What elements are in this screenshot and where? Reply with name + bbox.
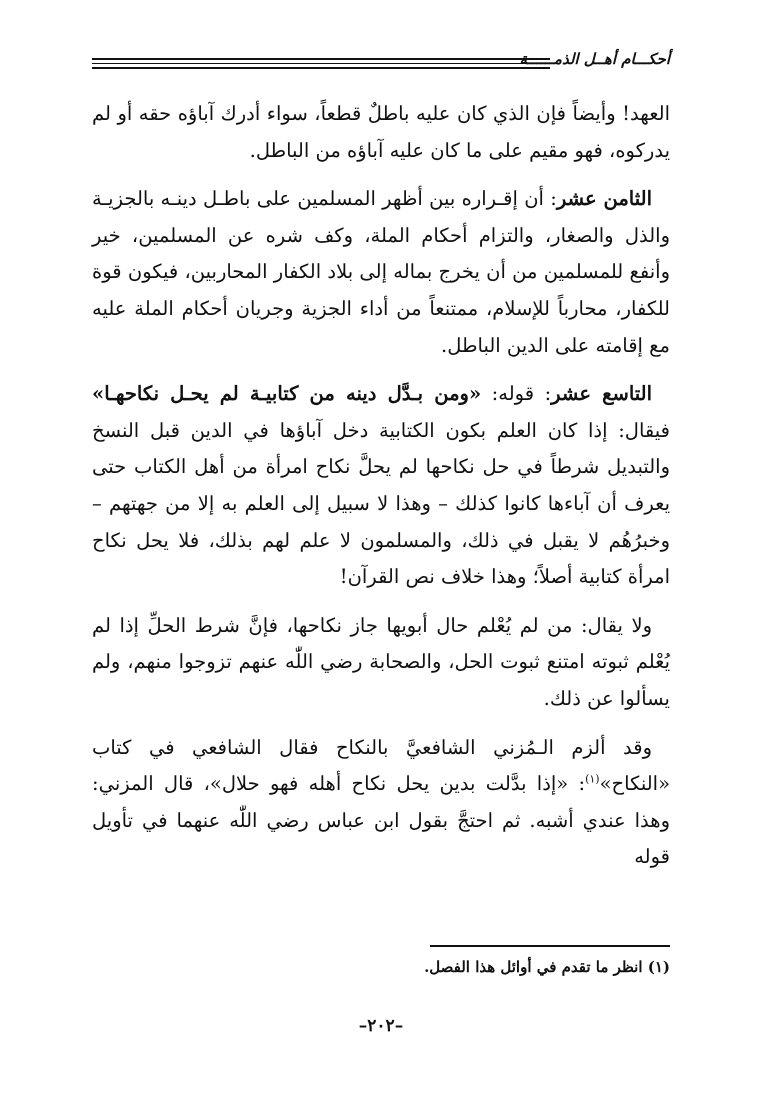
- running-header: [92, 50, 670, 74]
- book-page: [92, 40, 670, 1070]
- footnote: (١) انظر ما تقدم في أوائل هذا الفصل.: [424, 958, 670, 976]
- paragraph-5: [92, 730, 670, 876]
- paragraph-2: [92, 181, 670, 364]
- footnote-reference[interactable]: (١): [585, 772, 600, 786]
- paragraph-1: [92, 96, 670, 169]
- paragraph-text: : أن إقـراره بين أظهر المسلمين على باطـل دينـه بالجزيـة والذل والصغار، والتزام أحكام الملة، وكف شره عن المسلمين، خير وأنفع للمسلمين من أن يخرج بماله إلى بلاد الكفار المحاربين، فيكون قوة للكفار، محارباً للإسلام، ممتنعاً من أداء الجزية وجريان أحكام الملة عليه مع إقامته على الدين الباطل.: [92, 187, 670, 357]
- paragraph-quote: «ومن بـدَّل دينه من كتابيـة لم يحـل نكاحهـا»: [92, 382, 482, 406]
- paragraph-3: [92, 376, 670, 596]
- page-number: –٢٠٢–: [358, 1016, 404, 1036]
- header-rule: [92, 63, 550, 64]
- paragraph-text: العهد! وأيضاً فإن الذي كان عليه باطلٌ قطعاً، سواء أدرك آباؤه حقه أو لم يدركوه، فهو مقيم على ما كان عليه آباؤه من الباطل.: [92, 102, 670, 162]
- paragraph-lead: الثامن عشر: [556, 187, 652, 211]
- paragraph-text: : «إذا بدَّلت بدين يحل نكاح أهله فهو حلال»، قال المزني: وهذا عندي أشبه. ثم احتجَّ بقول ابن عباس رضي اللّٰه عنهما في تأويل قوله: [92, 772, 670, 869]
- header-rule: [92, 58, 550, 60]
- paragraph-lead: التاسع عشر: [551, 382, 652, 406]
- footnote-divider: [430, 945, 670, 947]
- paragraph-text: ولا يقال: من لم يُعْلم حال أبويها جاز نكاحها، فإنَّ شرط الحلِّ إذا لم يُعْلم ثبوته امتنع ثبوت الحل، والصحابة رضي اللّٰه عنهم تزوجوا منهم، ولم يسألوا عن ذلك.: [92, 613, 670, 710]
- paragraph-pre: : قوله:: [481, 382, 552, 406]
- paragraph-pre: وقد ألزم الـمُزني الشافعيَّ بالنكاح فقال الشافعي في كتاب «النكاح»: [92, 735, 670, 796]
- paragraph-text: فيقال: إذا كان العلم بكون الكتابية دخل آباؤها في الدين قبل النسخ والتبديل شرطاً في حل نكاحها لم يحلَّ نكاح امرأة من أهل الكتاب حتى يعرف أن آباءها كانوا كذلك – وهذا لا سبيل إلى العلم به إلا من جهتهم – وخبرُهُم لا يقبل في ذلك، والمسلمون لا علم لهم بذلك، فلا يحل نكاح امرأة كتابية أصلاً؛ وهذا خلاف نص القرآن!: [92, 418, 670, 589]
- paragraph-4: [92, 608, 670, 718]
- header-title: أحكـــام أهــل الذمــــــة: [519, 50, 670, 68]
- header-rule: [92, 67, 550, 69]
- body-text: [92, 96, 670, 888]
